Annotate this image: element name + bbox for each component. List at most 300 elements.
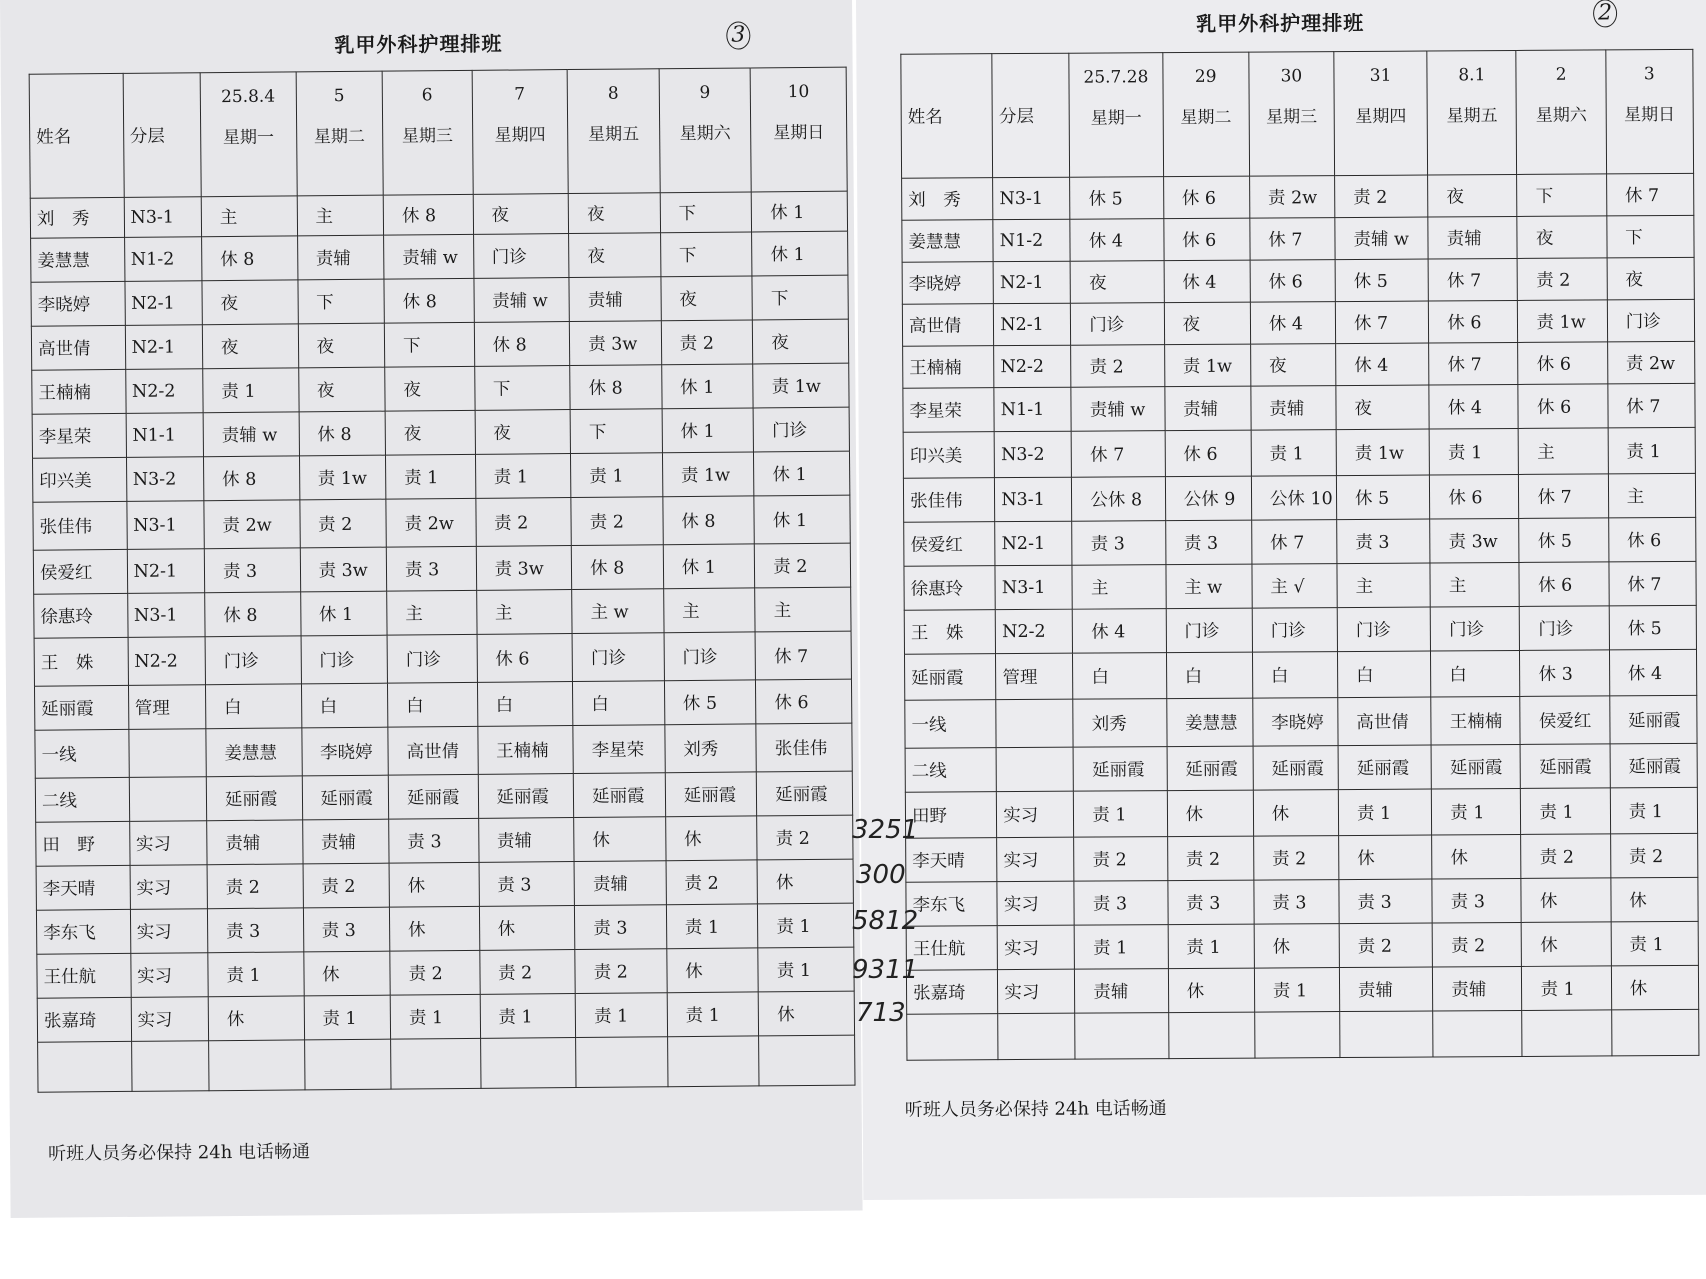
shift-cell: 门诊 [572, 633, 664, 682]
column-date: 7 [514, 84, 526, 105]
staff-name: 田 野 [36, 821, 130, 866]
staff-name: 徐惠玲 [34, 593, 128, 638]
shift-cell: 下 [1517, 174, 1606, 217]
staff-name: 张佳伟 [33, 501, 127, 550]
shift-cell: 夜 [475, 410, 571, 455]
shift-cell: 责 2 [757, 815, 853, 860]
shift-cell: 休 8 [205, 592, 301, 637]
shift-cell: 门诊 [1607, 299, 1695, 342]
shift-cell: 责 1 [666, 904, 758, 949]
shift-cell: 延丽霞 [388, 774, 478, 819]
shift-cell: 责 1 [1251, 430, 1336, 477]
column-date: 3 [1643, 64, 1655, 85]
staff-level: N1-2 [124, 237, 202, 282]
shift-cell: 责 3w [300, 547, 387, 592]
shift-cell [304, 1039, 391, 1090]
shift-cell: 延丽霞 [1609, 695, 1697, 744]
shift-cell: 主 [476, 590, 572, 635]
staff-name: 印兴美 [903, 432, 995, 479]
shift-cell: 主 [1337, 563, 1431, 608]
schedule-row [31, 231, 848, 282]
column-date: 29 [1194, 66, 1217, 87]
shift-cell: 责 1 [571, 453, 663, 498]
schedule-row [906, 921, 1698, 970]
schedule-row [33, 451, 850, 502]
staff-level: 实习 [129, 821, 207, 866]
schedule-row [904, 561, 1696, 610]
shift-cell [1340, 1011, 1434, 1058]
shift-cell: 延丽霞 [1431, 744, 1521, 789]
schedule-row [906, 965, 1698, 1014]
margin-number: 9311 [852, 955, 919, 985]
shift-cell: 夜 [202, 324, 298, 369]
shift-cell: 休 [1167, 790, 1253, 837]
shift-cell: 白 [573, 681, 665, 726]
shift-cell: 责辅 [207, 820, 303, 865]
shift-cell: 休 7 [1609, 561, 1697, 606]
shift-cell: 休 7 [755, 631, 851, 680]
shift-cell: 责 2 [303, 863, 390, 908]
shift-cell: 责 2 [1339, 923, 1433, 968]
on-call-note: 听班人员务必保持 24h 电话畅通 [47, 1141, 311, 1165]
day-column-header [296, 71, 384, 196]
staff-name: 一线 [35, 729, 129, 778]
shift-cell: 责辅 [569, 277, 661, 322]
margin-number: 300 [856, 860, 906, 890]
staff-level: N2-1 [993, 261, 1070, 303]
shift-cell [667, 1036, 759, 1087]
shift-cell: 夜 [298, 323, 385, 368]
shift-cell: 休 6 [1608, 517, 1696, 562]
shift-cell: 责 3 [1432, 878, 1522, 923]
schedule-row [36, 903, 853, 954]
staff-name: 侯爱红 [904, 522, 996, 567]
shift-cell: 责 3 [1254, 880, 1339, 925]
staff-name: 张佳伟 [903, 478, 995, 523]
shift-cell: 责 1 [208, 952, 304, 997]
shift-cell: 责 3w [569, 321, 661, 366]
staff-level: N3-1 [126, 501, 204, 550]
shift-cell: 休 [1168, 968, 1254, 1013]
shift-cell: 责 1 [758, 903, 854, 948]
schedule-row [905, 743, 1697, 792]
shift-cell: 休 4 [1429, 384, 1519, 429]
shift-cell [1611, 1009, 1699, 1056]
day-column-header [750, 67, 847, 192]
day-column-header [382, 70, 473, 195]
shift-cell: 休 6 [756, 679, 852, 724]
shift-cell: 责 2 [207, 864, 303, 909]
shift-cell: 主 [297, 195, 384, 236]
shift-cell: 门诊 [1071, 303, 1165, 346]
shift-cell: 责 1 [203, 368, 299, 413]
shift-cell: 休 6 [1163, 176, 1249, 219]
shift-cell: 责 2 [571, 497, 663, 546]
shift-cell: 责 2 [755, 543, 851, 588]
shift-cell: 休 7 [1608, 383, 1696, 428]
shift-cell: 夜 [1607, 257, 1695, 300]
shift-cell [208, 1040, 304, 1091]
shift-cell: 责辅 [1164, 386, 1250, 431]
shift-cell: 门诊 [387, 634, 477, 683]
column-date: 6 [421, 85, 433, 106]
schedule-row [37, 991, 854, 1042]
shift-cell: 责辅 w [384, 234, 474, 279]
staff-name: 高世倩 [31, 325, 125, 370]
shift-cell: 责 1 [1432, 788, 1522, 835]
staff-name: 王 姝 [904, 610, 996, 655]
shift-cell: 责 3 [1167, 880, 1253, 925]
shift-cell: 夜 [473, 194, 569, 235]
shift-cell: 白 [301, 683, 388, 728]
shift-cell: 休 1 [661, 364, 753, 409]
shift-cell: 休 [1254, 924, 1339, 969]
shift-cell: 休 7 [1071, 431, 1165, 478]
shift-cell: 门诊 [1252, 608, 1337, 653]
schedule-row [907, 1009, 1699, 1060]
shift-cell: 下 [297, 279, 384, 324]
schedule-row [38, 1035, 855, 1092]
staff-level: N3-1 [127, 593, 205, 638]
column-weekday: 星期日 [1624, 104, 1676, 126]
shift-cell: 下 [660, 192, 752, 233]
shift-cell: 责 2 [1518, 258, 1607, 301]
shift-cell: 休 [208, 996, 304, 1041]
shift-cell: 主 w [1166, 564, 1252, 609]
shift-cell: 夜 [1250, 344, 1335, 387]
staff-level: N3-1 [995, 477, 1072, 521]
column-weekday: 星期五 [1446, 106, 1498, 127]
staff-level: 管理 [128, 685, 206, 730]
shift-cell: 休 1 [752, 231, 848, 276]
schedule-row [902, 173, 1694, 220]
schedule-row [36, 815, 853, 866]
staff-level: 实习 [997, 925, 1074, 969]
shift-cell: 公休 9 [1165, 476, 1251, 521]
shift-cell: 休 [1611, 965, 1699, 1010]
shift-cell: 休 5 [1336, 475, 1430, 520]
shift-cell: 延丽霞 [1167, 746, 1253, 791]
staff-level: 实习 [130, 909, 208, 954]
shift-cell: 休 1 [754, 495, 850, 544]
shift-cell: 休 4 [1336, 343, 1430, 386]
shift-cell: 责 2 [1521, 834, 1611, 879]
day-column-header [1162, 52, 1249, 177]
day-column-header [1334, 51, 1428, 176]
shift-cell: 下 [384, 322, 474, 367]
staff-name: 王楠楠 [32, 369, 126, 414]
staff-name: 李晓婷 [31, 281, 125, 326]
shift-cell [1522, 1010, 1612, 1057]
shift-cell: 责 2 [390, 950, 480, 995]
shift-cell: 主 [663, 588, 755, 633]
shift-cell: 休 1 [300, 591, 387, 636]
day-column-header [1249, 52, 1335, 177]
shift-cell: 休 1 [663, 544, 755, 589]
shift-cell: 责 1 [1074, 791, 1168, 838]
shift-cell: 门诊 [473, 234, 569, 279]
staff-name: 刘 秀 [902, 178, 994, 221]
shift-cell: 李晓婷 [1253, 698, 1338, 747]
sheet-title: 乳甲外科护理排班 [1196, 10, 1365, 36]
shift-cell: 责 1w [299, 455, 386, 500]
shift-cell: 责 1 [1254, 968, 1339, 1013]
schedule-row [904, 649, 1696, 700]
staff-name: 姜慧慧 [31, 237, 125, 282]
shift-cell [1168, 1012, 1254, 1059]
shift-cell: 休 5 [1609, 605, 1697, 650]
schedule-row [35, 723, 852, 778]
header-row [901, 49, 1694, 178]
shift-cell: 责 1 [1611, 921, 1699, 966]
shift-cell: 延丽霞 [757, 771, 853, 816]
shift-cell: 责 1 [1608, 427, 1696, 474]
column-date: 30 [1280, 66, 1303, 87]
staff-level [998, 1013, 1075, 1059]
shift-cell: 责 2w [386, 498, 476, 547]
staff-name: 印兴美 [33, 457, 127, 502]
shift-cell: 责 3 [1339, 879, 1433, 924]
shift-cell: 休 7 [1519, 474, 1609, 519]
staff-name [907, 1014, 999, 1061]
shift-cell: 责 3 [207, 908, 303, 953]
shift-cell: 责 1 [304, 995, 391, 1040]
shift-cell: 高世倩 [388, 726, 478, 775]
shift-cell: 主 [1608, 473, 1696, 518]
shift-cell: 休 8 [201, 236, 297, 281]
shift-cell: 休 1 [751, 191, 847, 232]
column-weekday: 星期三 [401, 126, 454, 147]
staff-name: 李东飞 [36, 909, 130, 954]
shift-cell: 责 2 [666, 860, 758, 905]
shift-cell: 休 7 [1606, 173, 1694, 216]
column-date: 2 [1555, 64, 1567, 85]
shift-cell: 责 2 [661, 320, 753, 365]
shift-cell: 责 2 [1074, 837, 1168, 882]
shift-cell: 休 3 [1520, 650, 1610, 697]
schedule-row [903, 473, 1695, 522]
staff-level: N1-2 [993, 219, 1070, 261]
staff-level: N2-1 [994, 303, 1071, 345]
shift-cell: 门诊 [1166, 608, 1252, 653]
day-column-header [200, 72, 297, 197]
staff-name: 李星荣 [903, 388, 995, 433]
shift-cell: 责辅 w [1071, 387, 1165, 432]
shift-cell: 主 w [572, 589, 664, 634]
staff-level: N2-2 [125, 369, 203, 414]
staff-name: 王仕航 [906, 926, 998, 971]
staff-name: 徐惠玲 [904, 566, 996, 611]
margin-number: 3251 [852, 815, 919, 845]
shift-cell: 责 1w [662, 452, 754, 497]
shift-cell: 责辅 [302, 819, 389, 864]
column-date: 25.8.4 [220, 86, 276, 108]
shift-cell: 休 5 [1070, 177, 1164, 220]
column-weekday: 星期日 [773, 122, 825, 144]
schedule-table [900, 49, 1699, 1061]
staff-name: 一线 [905, 700, 997, 749]
shift-cell: 门诊 [301, 635, 388, 684]
shift-cell: 责 1 [1610, 787, 1698, 834]
shift-cell: 下 [474, 366, 570, 411]
schedule-row [904, 605, 1696, 654]
shift-cell: 责 2w [204, 500, 300, 549]
schedule-row [903, 341, 1695, 388]
level-column-header: 分层 [992, 53, 1070, 177]
shift-cell [391, 1038, 481, 1089]
shift-cell: 责辅 [1251, 386, 1336, 431]
staff-level [131, 1041, 209, 1092]
shift-cell: 夜 [1070, 261, 1164, 304]
shift-cell: 主 [1519, 428, 1609, 475]
shift-cell: 责 2w [1249, 176, 1334, 219]
shift-cell: 夜 [385, 410, 475, 455]
shift-cell: 责辅 w [1335, 217, 1429, 260]
shift-cell: 责 1 [575, 993, 667, 1038]
shift-cell: 责 1 [667, 992, 759, 1037]
staff-level: 实习 [998, 969, 1075, 1013]
day-column-header [1069, 53, 1163, 178]
staff-level: N2-2 [994, 345, 1071, 387]
staff-level: N2-1 [125, 325, 203, 370]
shift-cell: 责 1w [1336, 429, 1430, 476]
staff-name: 王 姝 [34, 637, 128, 686]
shift-cell: 休 1 [662, 408, 754, 453]
left-schedule-sheet [0, 0, 863, 1218]
staff-name: 李东飞 [906, 882, 998, 927]
staff-level [996, 747, 1073, 791]
column-date: 8 [607, 83, 619, 104]
staff-level: 实习 [130, 865, 208, 910]
staff-level: N1-1 [126, 413, 204, 458]
shift-cell: 姜慧慧 [206, 728, 302, 777]
schedule-row [31, 275, 848, 326]
day-column-header [472, 70, 569, 195]
staff-name: 延丽霞 [904, 654, 996, 701]
shift-cell: 延丽霞 [206, 776, 302, 821]
staff-level: N2-2 [995, 609, 1072, 653]
schedule-row [30, 191, 847, 238]
shift-cell: 休 [667, 948, 759, 993]
shift-cell: 责 3 [204, 548, 300, 593]
shift-cell: 白 [1073, 653, 1167, 700]
column-weekday: 星期四 [494, 125, 546, 146]
staff-name: 李天晴 [36, 865, 130, 910]
column-date: 10 [787, 81, 810, 103]
shift-cell: 责 3 [1072, 521, 1166, 566]
shift-cell: 门诊 [1337, 607, 1431, 652]
staff-name: 李星荣 [32, 413, 126, 458]
shift-cell [1254, 1012, 1339, 1059]
shift-cell: 责辅 [574, 861, 666, 906]
shift-cell: 责 1 [1338, 789, 1432, 836]
staff-name [38, 1041, 132, 1092]
shift-cell: 刘秀 [1073, 699, 1167, 748]
staff-name: 张嘉琦 [906, 970, 998, 1015]
shift-cell: 责辅 w [473, 278, 569, 323]
shift-cell: 门诊 [664, 632, 756, 681]
schedule-row [34, 679, 851, 730]
shift-cell: 休 [1253, 790, 1338, 837]
shift-cell: 责 2w [1607, 341, 1695, 384]
column-date: 25.7.28 [1083, 67, 1149, 88]
shift-cell: 责 1 [758, 947, 854, 992]
shift-cell: 门诊 [1520, 606, 1610, 651]
staff-name: 高世倩 [902, 304, 994, 347]
staff-name: 王楠楠 [903, 346, 995, 389]
shift-cell: 休 6 [1165, 430, 1251, 477]
staff-level: 实习 [997, 837, 1074, 881]
schedule-row [902, 257, 1694, 304]
day-column-header [1427, 50, 1517, 175]
shift-cell: 白 [1166, 652, 1252, 699]
shift-cell: 责 3 [386, 546, 476, 591]
shift-cell: 主 [201, 196, 297, 237]
shift-cell: 延丽霞 [1073, 747, 1167, 792]
shift-cell: 姜慧慧 [1166, 698, 1252, 747]
shift-cell: 责 2 [1071, 345, 1165, 388]
shift-cell: 下 [570, 409, 662, 454]
shift-cell: 休 6 [1518, 384, 1608, 429]
staff-level: N3-1 [993, 177, 1070, 219]
shift-cell: 休 [1432, 834, 1522, 879]
schedule-row [36, 859, 853, 910]
shift-cell: 责 3w [1430, 518, 1520, 563]
shift-cell: 责 2 [479, 950, 575, 995]
schedule-row [33, 495, 850, 550]
staff-name: 姜慧慧 [902, 220, 994, 263]
shift-cell: 休 6 [1429, 300, 1518, 343]
shift-cell: 休 [389, 906, 479, 951]
column-date: 31 [1369, 65, 1392, 86]
shift-cell: 责 1w [753, 363, 849, 408]
shift-cell: 王楠楠 [1431, 696, 1521, 745]
shift-cell: 白 [1252, 652, 1337, 699]
name-column-header: 姓名 [29, 73, 124, 198]
margin-number: 5812 [852, 906, 919, 936]
column-weekday: 星期一 [222, 127, 275, 149]
shift-cell: 延丽霞 [573, 773, 665, 818]
shift-cell: 休 7 [1429, 342, 1518, 385]
shift-cell: 休 1 [754, 451, 850, 496]
shift-cell: 李晓婷 [301, 727, 388, 776]
staff-name: 田野 [905, 792, 997, 839]
day-column-header [659, 68, 752, 193]
shift-cell: 延丽霞 [665, 772, 757, 817]
shift-cell: 侯爱红 [1520, 696, 1610, 745]
shift-cell: 休 6 [1519, 562, 1609, 607]
shift-cell: 休 [303, 951, 390, 996]
shift-cell: 责 2 [1610, 833, 1698, 878]
shift-cell: 责 1 [1429, 428, 1519, 475]
shift-cell: 休 8 [299, 411, 386, 456]
staff-level: N2-1 [995, 521, 1072, 565]
schedule-row [902, 299, 1694, 346]
schedule-row [904, 517, 1696, 566]
shift-cell: 责 3 [1165, 520, 1251, 565]
shift-cell: 白 [477, 682, 573, 727]
shift-cell: 休 6 [1163, 218, 1249, 261]
staff-level: 管理 [996, 653, 1073, 699]
shift-cell: 白 [1337, 651, 1431, 698]
staff-name: 李晓婷 [902, 262, 994, 305]
page-number-mark: 3 [726, 21, 750, 49]
shift-cell: 主 [1072, 565, 1166, 610]
schedule-row [34, 587, 851, 638]
column-weekday: 星期二 [1180, 107, 1232, 129]
shift-cell: 责 3 [1074, 881, 1168, 926]
shift-cell: 责 1 [390, 994, 480, 1039]
